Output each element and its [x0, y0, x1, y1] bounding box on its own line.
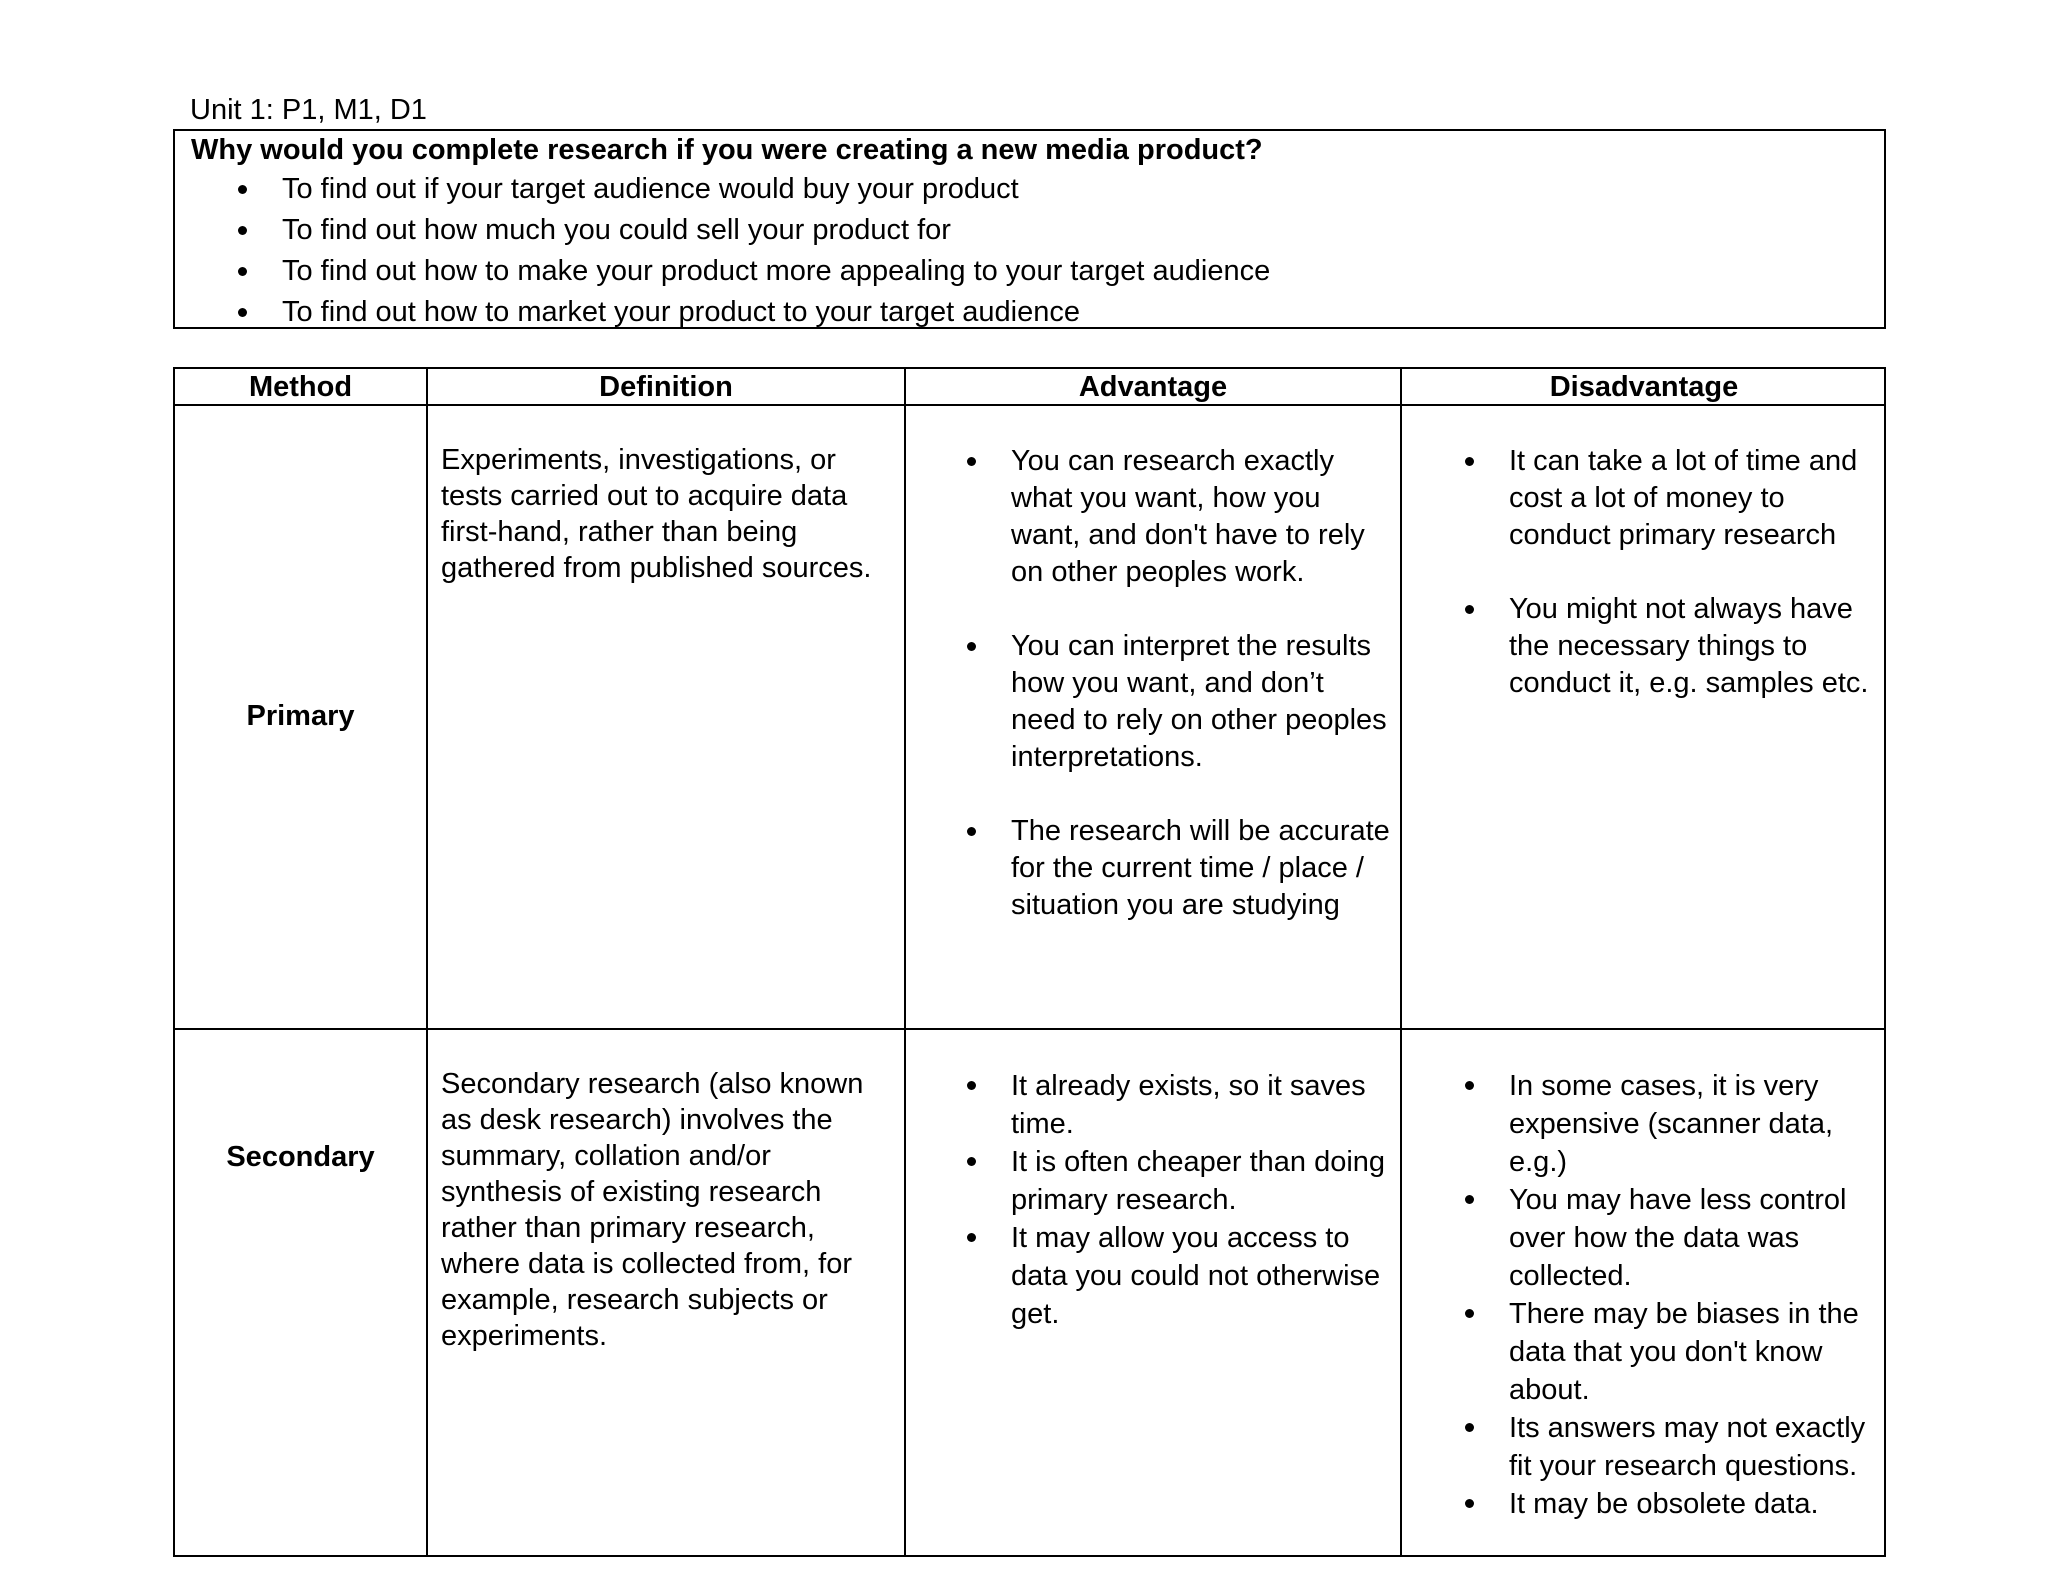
- header-disadvantage: Disadvantage: [1549, 371, 1739, 403]
- list-item: It is often cheaper than doing primary research.: [1011, 1143, 1391, 1219]
- bullet-icon: [1465, 1423, 1474, 1432]
- list-item: You can interpret the results how you want, and don’t need to rely on other peoples interpretations.: [1011, 628, 1391, 776]
- method-secondary: Secondary: [226, 1141, 375, 1173]
- header-advantage: Advantage: [1078, 371, 1228, 403]
- column-divider: [904, 369, 906, 1555]
- intro-box: [173, 129, 1886, 329]
- bullet-icon: [1465, 1081, 1474, 1090]
- list-item: Its answers may not exactly fit your research questions.: [1509, 1409, 1874, 1485]
- bullet-icon: [1465, 1195, 1474, 1204]
- bullet-icon: [967, 642, 976, 651]
- list-item: You can research exactly what you want, how you want, and don't have to rely on other peoples work.: [1011, 443, 1391, 591]
- intro-bullet: To find out how to make your product more appealing to your target audience: [175, 253, 1270, 294]
- header-method: Method: [248, 371, 353, 403]
- bullet-icon: [238, 185, 247, 194]
- bullet-icon: [1465, 1499, 1474, 1508]
- bullet-icon: [1465, 605, 1474, 614]
- bullet-icon: [1465, 1309, 1474, 1318]
- list-item: It already exists, so it saves time.: [1011, 1067, 1391, 1143]
- bullet-icon: [238, 226, 247, 235]
- research-methods-table: [173, 367, 1886, 1557]
- definition-primary: Experiments, investigations, or tests carried out to acquire data first-hand, rather than being gathered from published sources.: [441, 444, 872, 584]
- bullet-icon: [967, 457, 976, 466]
- definition-secondary: Secondary research (also known as desk research) involves the summary, collation and/or synthesis of existing research rather than primary research, where data is collected from, for example, research subjects or experiments.: [441, 1068, 864, 1352]
- intro-question: Why would you complete research if you were creating a new media product?: [191, 134, 1263, 166]
- list-item: In some cases, it is very expensive (scanner data, e.g.): [1509, 1067, 1874, 1181]
- bullet-icon: [967, 1157, 976, 1166]
- list-item: It may allow you access to data you could not otherwise get.: [1011, 1219, 1391, 1333]
- row-divider: [175, 1028, 1884, 1030]
- intro-bullet: To find out if your target audience would buy your product: [175, 171, 1270, 212]
- disadvantages-secondary: [1509, 1067, 1874, 1523]
- list-item: There may be biases in the data that you don't know about.: [1509, 1295, 1874, 1409]
- bullet-icon: [967, 1233, 976, 1242]
- intro-bullet: To find out how to market your product to your target audience: [175, 294, 1270, 335]
- bullet-icon: [238, 308, 247, 317]
- intro-bullet-list: [175, 171, 1270, 335]
- column-divider: [1400, 369, 1402, 1555]
- list-item: It may be obsolete data.: [1509, 1485, 1874, 1523]
- bullet-icon: [238, 267, 247, 276]
- list-item: The research will be accurate for the current time / place / situation you are studying: [1011, 813, 1391, 924]
- advantages-primary: [1011, 443, 1391, 924]
- list-item: It can take a lot of time and cost a lot of money to conduct primary research: [1509, 443, 1874, 554]
- list-item: You may have less control over how the data was collected.: [1509, 1181, 1874, 1295]
- column-divider: [426, 369, 428, 1555]
- method-primary: Primary: [246, 700, 355, 732]
- intro-bullet: To find out how much you could sell your product for: [175, 212, 1270, 253]
- list-item: You might not always have the necessary things to conduct it, e.g. samples etc.: [1509, 591, 1874, 702]
- advantages-secondary: [1011, 1067, 1391, 1333]
- bullet-icon: [967, 1081, 976, 1090]
- disadvantages-primary: [1509, 443, 1874, 702]
- bullet-icon: [1465, 457, 1474, 466]
- bullet-icon: [967, 827, 976, 836]
- unit-label: Unit 1: P1, M1, D1: [190, 94, 427, 126]
- header-definition: Definition: [599, 371, 733, 403]
